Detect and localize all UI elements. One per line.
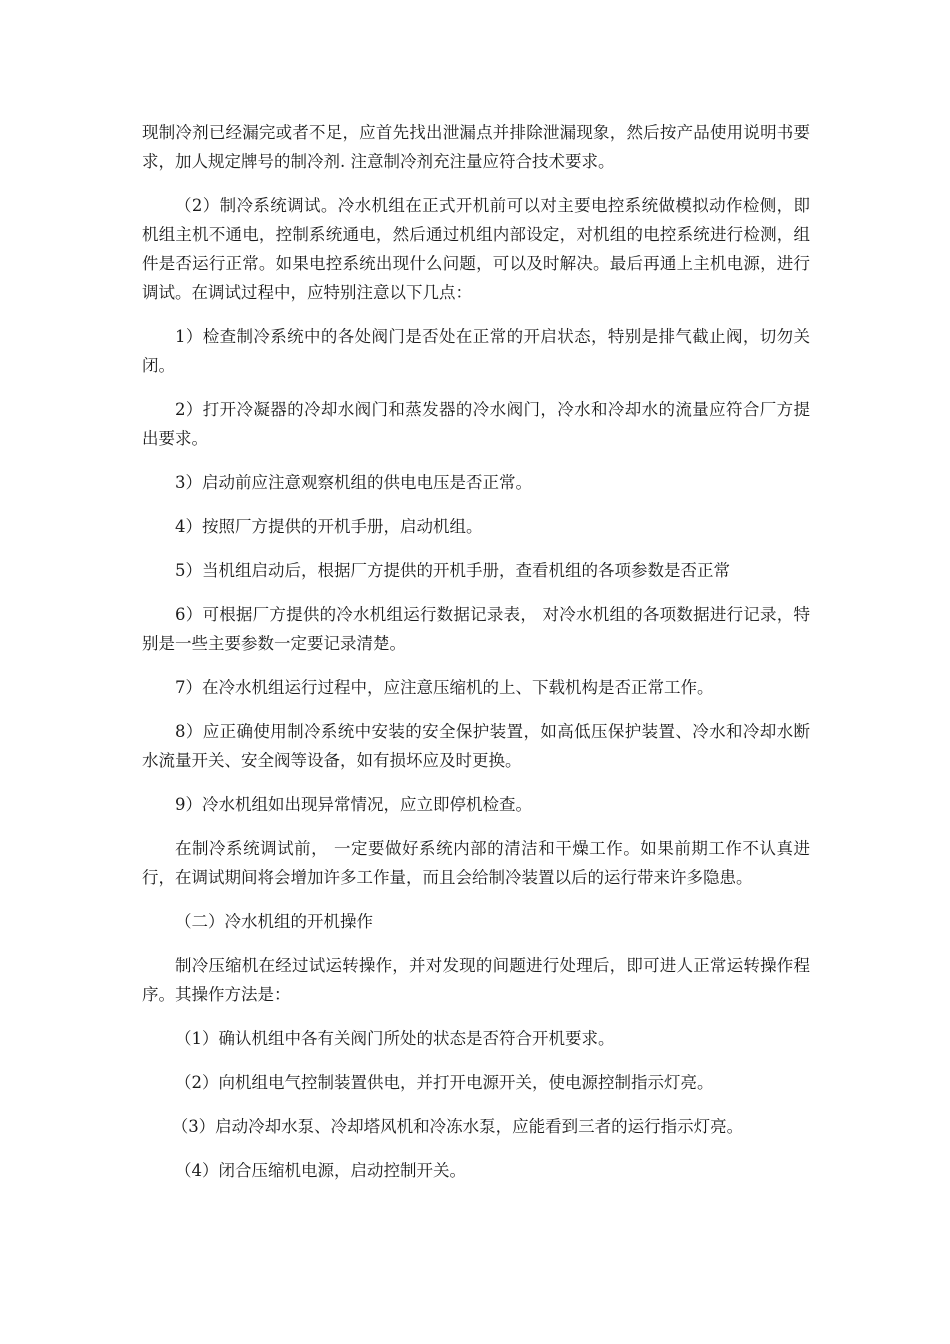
- list-item-3: 3）启动前应注意观察机组的供电电压是否正常。: [175, 473, 532, 492]
- document-body: [142, 118, 810, 1200]
- section-heading-startup: （二）冷水机组的开机操作: [175, 912, 373, 931]
- list-item-8: 8）应正确使用制冷系统中安装的安全保护装置，如高低压保护装置、冷水和冷却水断水流量开关、安全阀等设备，如有损坏应及时更换。: [142, 722, 810, 770]
- list-item-4: 4）按照厂方提供的开机手册，启动机组。: [175, 517, 483, 536]
- step-item-2: （2）向机组电气控制装置供电，并打开电源开关，使电源控制指示灯亮。: [175, 1073, 714, 1092]
- paragraph-system-debugging: （2）制冷系统调试。冷水机组在正式开机前可以对主要电控系统做模拟动作检侧，即机组主机不通电，控制系统通电，然后通过机组内部设定，对机组的电控系统进行检测，组件是否运行正常。如果电控系统出现什么问题，可以及时解决。最后再通上主机电源，进行调试。在调试过程中，应特别注意以下几点：: [142, 196, 810, 302]
- list-item-1: 1）检查制冷系统中的各处阀门是否处在正常的开启状态，特别是排气截止阀，切勿关闭。: [142, 327, 810, 375]
- paragraph-startup-intro: 制冷压缩机在经过试运转操作，并对发现的间题进行处理后，即可进人正常运转操作程序。其操作方法是：: [142, 956, 810, 1004]
- list-item-9: 9）冷水机组如出现异常情况，应立即停机检查。: [175, 795, 532, 814]
- step-item-3: （3）启动冷却水泵、冷却塔风机和冷冻水泵，应能看到三者的运行指示灯亮。: [171, 1117, 744, 1136]
- list-item-5: 5）当机组启动后，根据厂方提供的开机手册，查看机组的各项参数是否正常: [175, 561, 730, 580]
- paragraph-refrigerant-leak: 现制冷剂已经漏完或者不足，应首先找出泄漏点并排除泄漏现象，然后按产品使用说明书要求，加人规定牌号的制冷剂. 注意制冷剂充注量应符合技术要求。: [142, 123, 810, 171]
- list-item-6: 6）可根据厂方提供的冷水机组运行数据记录表， 对冷水机组的各项数据进行记录，特别是一些主要参数一定要记录清楚。: [142, 605, 810, 653]
- list-item-2: 2）打开冷凝器的冷却水阀门和蒸发器的冷水阀门，冷水和冷却水的流量应符合厂方提出要求。: [142, 400, 810, 448]
- paragraph-cleaning-note: 在制冷系统调试前， 一定要做好系统内部的清洁和干燥工作。如果前期工作不认真进行，在调试期间将会增加许多工作量，而且会给制冷装置以后的运行带来许多隐患。: [142, 839, 810, 887]
- list-item-7: 7）在冷水机组运行过程中，应注意压缩机的上、下载机构是否正常工作。: [175, 678, 714, 697]
- step-item-1: （1）确认机组中各有关阀门所处的状态是否符合开机要求。: [175, 1029, 615, 1048]
- step-item-4: （4）闭合压缩机电源，启动控制开关。: [175, 1161, 466, 1180]
